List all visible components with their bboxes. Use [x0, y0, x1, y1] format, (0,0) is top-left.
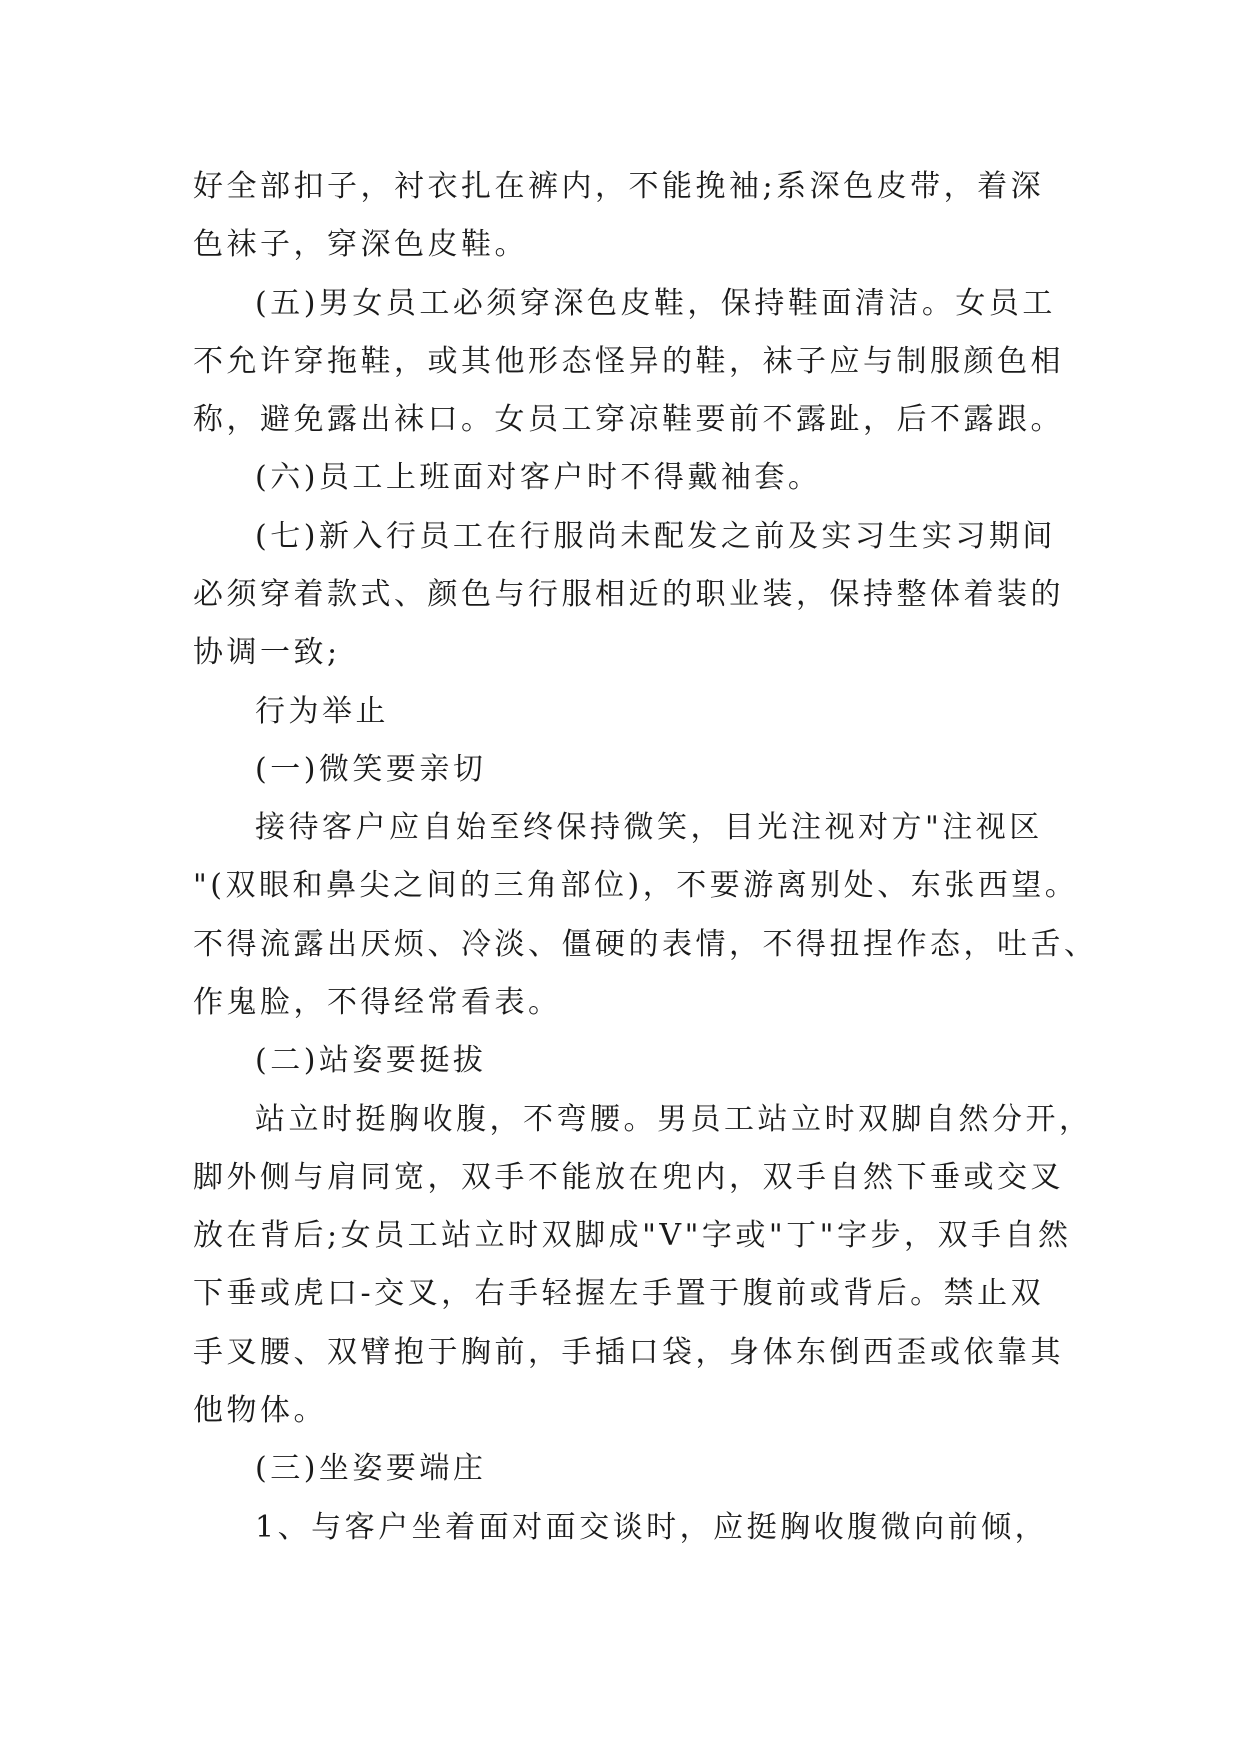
text-line: 好全部扣子，衬衣扎在裤内，不能挽袖;系深色皮带，着深: [193, 169, 1045, 204]
text-line: 作鬼脸，不得经常看表。: [193, 985, 562, 1020]
text-line: 站立时挺胸收腹，不弯腰。男员工站立时双脚自然分开，: [255, 1102, 1093, 1137]
text-line: 不允许穿拖鞋，或其他形态怪异的鞋，袜子应与制服颜色相: [193, 344, 1064, 379]
text-line: 放在背后;女员工站立时双脚成"V"字或"丁"字步，双手自然: [193, 1218, 1072, 1253]
text-line: (六)员工上班面对客户时不得戴袖套。: [255, 460, 822, 495]
text-line: (五)男女员工必须穿深色皮鞋，保持鞋面清洁。女员工: [255, 286, 1056, 321]
text-line: 协调一致;: [193, 635, 341, 670]
text-line: 不得流露出厌烦、冷淡、僵硬的表情，不得扭捏作态，吐舌、: [193, 927, 1098, 962]
text-line: (七)新入行员工在行服尚未配发之前及实习生实习期间: [255, 519, 1056, 554]
text-line: 脚外侧与肩同宽，双手不能放在兜内，双手自然下垂或交叉: [193, 1160, 1064, 1195]
text-line: 称，避免露出袜口。女员工穿凉鞋要前不露趾，后不露跟。: [193, 402, 1064, 437]
text-line: (一)微笑要亲切: [255, 752, 487, 787]
text-line: 色袜子，穿深色皮鞋。: [193, 227, 528, 262]
text-line: 手叉腰、双臂抱于胸前，手插口袋，身体东倒西歪或依靠其: [193, 1335, 1064, 1370]
text-line: "(双眼和鼻尖之间的三角部位)，不要游离别处、东张西望。: [193, 868, 1079, 903]
text-line: 下垂或虎口-交叉，右手轻握左手置于腹前或背后。禁止双: [193, 1276, 1045, 1311]
section-heading: 行为举止: [255, 694, 389, 729]
text-line: (三)坐姿要端庄: [255, 1451, 487, 1486]
text-line: (二)站姿要挺拔: [255, 1043, 487, 1078]
text-line: 他物体。: [193, 1393, 327, 1428]
text-line: 接待客户应自始至终保持微笑，目光注视对方"注视区: [255, 810, 1043, 845]
text-line: 必须穿着款式、颜色与行服相近的职业装，保持整体着装的: [193, 577, 1064, 612]
text-line: 1、与客户坐着面对面交谈时，应挺胸收腹微向前倾，: [255, 1510, 1049, 1545]
